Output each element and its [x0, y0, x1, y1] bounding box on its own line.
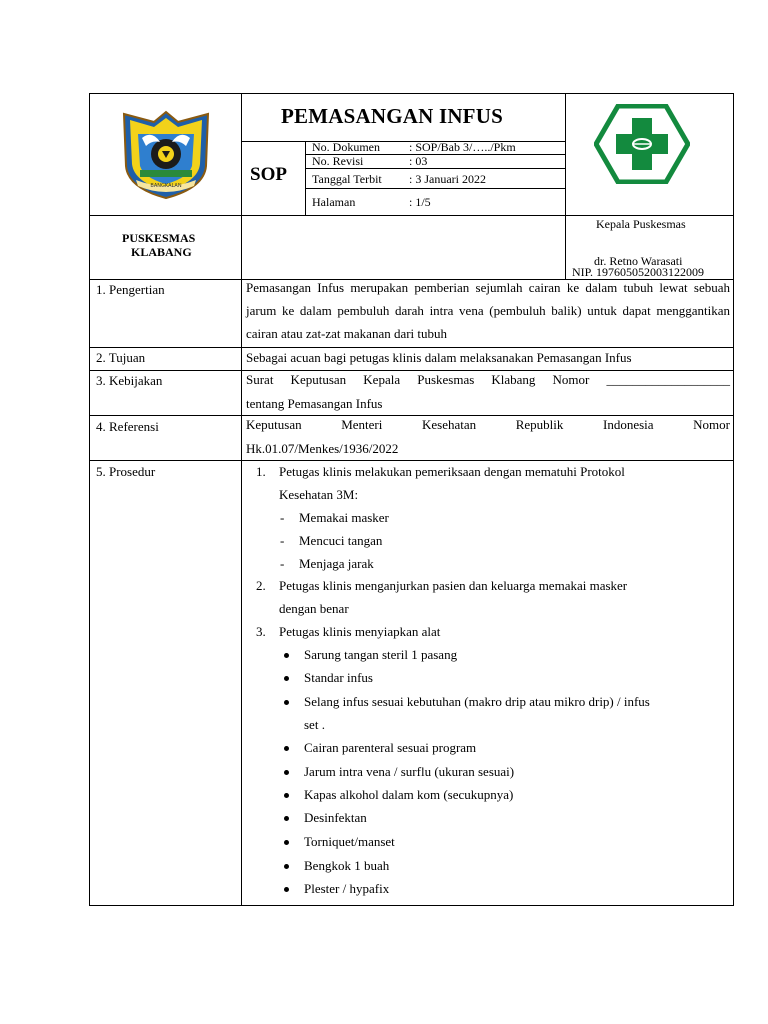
- meta-value-dokumen: : SOP/Bab 3/…../Pkm: [409, 140, 516, 154]
- bullet-icon: [284, 676, 289, 681]
- text-pengertian: Pemasangan Infus merupakan pemberian sejumlah cairan ke dalam tubuh lewat sebuah jarum ke dalam pembuluh darah intra vena (pembuluh balik) untuk dapat menggantikan cairan atau zat-zat makanan dari tubuh: [246, 280, 730, 341]
- meta-row-divider-3: [305, 188, 565, 189]
- signer-name: dr. Retno Warasati: [594, 254, 683, 268]
- signer-role: Kepala Puskesmas: [596, 217, 686, 231]
- text-tujuan: Sebagai acuan bagi petugas klinis dalam melaksanakan Pemasangan Infus: [246, 350, 632, 365]
- bullet-icon: [284, 793, 289, 798]
- label-kebijakan: 3. Kebijakan: [96, 373, 163, 388]
- meta-label-revisi: No. Revisi: [312, 154, 364, 168]
- emblem-motto: BANGKALAN: [150, 183, 182, 189]
- tool-item-continuation: set .: [304, 717, 325, 732]
- tool-item: Torniquet/manset: [304, 834, 395, 849]
- district-emblem-icon: [118, 108, 214, 200]
- meta-value-revisi: : 03: [409, 154, 428, 168]
- meta-value-tanggal: : 3 Januari 2022: [409, 172, 486, 186]
- table-border-top: [89, 93, 734, 94]
- org-name-line2: KLABANG: [131, 245, 192, 259]
- tool-item: Cairan parenteral sesuai program: [304, 740, 477, 755]
- label-tujuan: 2. Tujuan: [96, 350, 146, 365]
- title-divider: [241, 141, 565, 142]
- bullet-icon: [284, 700, 289, 705]
- bullet-icon: [284, 770, 289, 775]
- dash-marker: -: [280, 533, 285, 548]
- meta-label-dokumen: No. Dokumen: [312, 140, 380, 154]
- label-prosedur: 5. Prosedur: [96, 464, 156, 479]
- column-divider-right: [565, 93, 566, 280]
- step2-line2: dengan benar: [279, 601, 349, 616]
- header-divider: [89, 215, 734, 216]
- step3-number: 3.: [256, 624, 266, 639]
- tool-item: Selang infus sesuai kebutuhan (makro drip atau mikro drip) / infus: [304, 694, 650, 709]
- row-divider-1: [89, 347, 734, 348]
- tool-item: Sarung tangan steril 1 pasang: [304, 647, 458, 662]
- signer-nip: NIP. 197605052003122009: [572, 265, 705, 279]
- step2-number: 2.: [256, 578, 266, 593]
- label-pengertian: 1. Pengertian: [96, 282, 165, 297]
- tool-item: Standar infus: [304, 670, 373, 685]
- meta-row-divider-2: [305, 168, 565, 169]
- page-title: PEMASANGAN INFUS: [281, 104, 503, 128]
- step2-line1: Petugas klinis menganjurkan pasien dan keluarga memakai masker: [279, 578, 628, 593]
- row-divider-4: [89, 460, 734, 461]
- meta-label-halaman: Halaman: [312, 195, 356, 209]
- label-referensi: 4. Referensi: [96, 419, 159, 434]
- dash-marker: -: [280, 556, 285, 571]
- tool-item: Desinfektan: [304, 810, 367, 825]
- dash-marker: -: [280, 510, 285, 525]
- step1-line1: Petugas klinis melakukan pemeriksaan dengan mematuhi Protokol: [279, 464, 625, 479]
- dash-item: Mencuci tangan: [299, 533, 383, 548]
- dash-item: Memakai masker: [299, 510, 389, 525]
- tool-item: Jarum intra vena / surflu (ukuran sesuai): [304, 764, 515, 779]
- bullet-icon: [284, 864, 289, 869]
- meta-label-tanggal: Tanggal Terbit: [312, 172, 382, 186]
- text-kebijakan-line2: tentang Pemasangan Infus: [246, 396, 383, 411]
- org-name-line1: PUSKESMAS: [122, 231, 196, 245]
- bullet-icon: [284, 887, 289, 892]
- bullet-icon: [284, 653, 289, 658]
- meta-divider: [305, 141, 306, 215]
- dash-item: Menjaga jarak: [299, 556, 374, 571]
- meta-value-halaman: : 1/5: [409, 195, 431, 209]
- text-referensi-line2: Hk.01.07/Menkes/1936/2022: [246, 441, 399, 456]
- bullet-icon: [284, 746, 289, 751]
- health-cross-icon: [594, 104, 690, 184]
- text-kebijakan-line1: Surat Keputusan Kepala Puskesmas Klabang Nomor ___________________: [246, 372, 730, 387]
- step3-line1: Petugas klinis menyiapkan alat: [279, 624, 441, 639]
- bullet-icon: [284, 840, 289, 845]
- text-referensi-line1: Keputusan Menteri Kesehatan Republik Indonesia Nomor: [246, 417, 730, 432]
- table-border-bottom: [89, 905, 734, 906]
- tool-item: Bengkok 1 buah: [304, 858, 390, 873]
- tool-item: Plester / hypafix: [304, 881, 390, 896]
- tool-item: Kapas alkohol dalam kom (secukupnya): [304, 787, 514, 802]
- bullet-icon: [284, 816, 289, 821]
- sop-label: SOP: [250, 164, 287, 185]
- step1-number: 1.: [256, 464, 266, 479]
- step1-line2: Kesehatan 3M:: [279, 487, 359, 502]
